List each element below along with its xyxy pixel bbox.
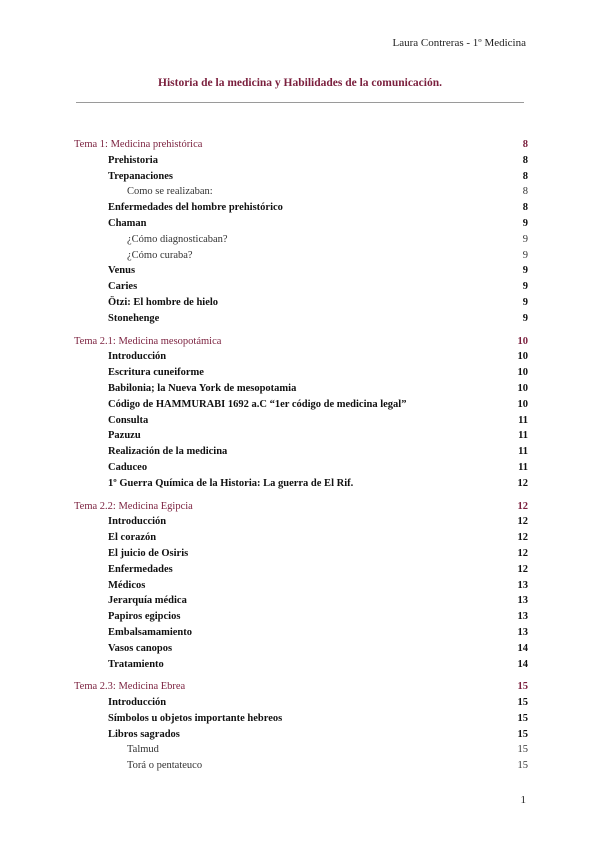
toc-section-entry[interactable] [74,625,528,641]
toc-entry-page: 9 [522,233,528,245]
toc-entry-title: Símbolos u objetos importante hebreos [108,712,283,724]
toc-entry-page: 10 [517,351,528,363]
toc-entry-page: 11 [518,446,528,458]
toc-entry-page: 12 [517,547,528,559]
toc-entry-title: Torá o pentateuco [127,760,203,772]
toc-entry-page: 9 [522,249,528,261]
toc-entry-page: 15 [517,760,528,772]
toc-entry-title: Babilonia; la Nueva York de mesopotamia [108,382,297,394]
toc-entry-page: 13 [517,595,528,607]
toc-entry-title: Tema 1: Medicina prehistórica [74,139,203,150]
toc-entry-title: Escritura cuneiforme [108,367,204,379]
toc-entry-title: Tratamiento [108,658,164,670]
toc-entry-title: Médicos [108,579,146,591]
toc-entry-page: 15 [517,728,528,740]
toc-entry-page: 9 [522,217,528,229]
toc-section-entry[interactable] [74,311,528,327]
toc-subsection-entry[interactable] [74,758,528,774]
toc-chapter-entry[interactable] [74,679,528,695]
toc-entry-page: 8 [522,154,528,166]
toc-entry-page: 9 [522,281,528,293]
toc-entry-title: Venus [108,265,136,277]
toc-entry-title: Pazuzu [108,430,141,442]
toc-section-entry[interactable] [74,695,528,711]
toc-entry-page: 10 [517,335,528,347]
title-divider [76,102,524,103]
toc-entry-page: 12 [517,477,528,489]
toc-entry-page: 15 [517,744,528,756]
toc-entry-page: 8 [522,202,528,214]
toc-entry-page: 15 [517,712,528,724]
toc-entry-page: 8 [522,139,528,150]
toc-section-entry[interactable] [74,609,528,625]
toc-section-entry[interactable] [74,200,528,216]
toc-chapter-entry[interactable] [74,137,528,153]
toc-entry-title: Vasos canopos [108,642,173,654]
toc-entry-page: 9 [522,265,528,277]
toc-entry-page: 10 [517,398,528,410]
toc-entry-title: Código de HAMMURABI 1692 a.C “1er código de medicina legal” [108,398,407,410]
toc-subsection-entry[interactable] [74,232,528,248]
toc-entry-title: ¿Cómo curaba? [127,249,193,261]
toc-entry-title: Consulta [108,414,149,426]
toc-entry-page: 12 [517,532,528,544]
toc-section-entry[interactable] [74,263,528,279]
toc-subsection-entry[interactable] [74,248,528,264]
page-header: Laura Contreras - 1º Medicina [392,37,526,49]
toc-entry-title: Tema 2.2: Medicina Egipcia [74,500,193,512]
toc-entry-title: Prehistoria [108,154,158,166]
toc-chapter-entry[interactable] [74,334,528,350]
page-number: 1 [520,794,526,806]
toc-entry-title: Tema 2.1: Medicina mesopotámica [74,335,222,347]
toc-entry-page: 11 [518,414,528,426]
toc-entry-title: Caduceo [108,461,148,473]
toc-section-entry[interactable] [74,476,528,492]
toc-entry-title: Tema 2.3: Medicina Ebrea [74,681,186,693]
toc-section-entry[interactable] [74,562,528,578]
toc-section-entry[interactable] [74,279,528,295]
toc-subsection-entry[interactable] [74,184,528,200]
toc-entry-page: 10 [517,382,528,394]
toc-section-entry[interactable] [74,711,528,727]
toc-entry-title: ¿Cómo diagnosticaban? [127,233,228,245]
toc-entry-page: 9 [522,296,528,308]
toc-section-entry[interactable] [74,578,528,594]
toc-entry-title: Ötzi: El hombre de hielo [108,296,219,308]
toc-entry-title: Trepanaciones [108,170,173,182]
toc-entry-page: 9 [522,312,528,324]
toc-chapter-entry[interactable] [74,499,528,515]
toc-entry-page: 12 [517,516,528,528]
toc-entry-page: 14 [517,642,528,654]
toc-section-entry[interactable] [74,727,528,743]
toc-entry-title: Papiros egipcios [108,611,181,623]
toc-entry-title: Stonehenge [108,312,160,324]
toc-entry-title: Embalsamamiento [108,626,192,638]
toc-entry-page: 12 [517,500,528,512]
toc-entry-page: 11 [518,461,528,473]
toc-section-entry[interactable] [74,530,528,546]
toc-section-entry[interactable] [74,349,528,365]
document-title: Historia de la medicina y Habilidades de la comunicación. [158,77,442,89]
toc-section-entry[interactable] [74,546,528,562]
toc-section-entry[interactable] [74,153,528,169]
toc-section-entry[interactable] [74,593,528,609]
toc-entry-title: Enfermedades [108,563,173,575]
toc-entry-page: 15 [517,697,528,709]
toc-entry-title: Realización de la medicina [108,446,228,458]
toc-section-entry[interactable] [74,413,528,429]
toc-entry-page: 11 [518,430,528,442]
toc-section-entry[interactable] [74,365,528,381]
toc-entry-page: 8 [522,170,528,182]
toc-entry-title: Caries [108,281,138,293]
toc-entry-title: Introducción [108,697,167,709]
toc-entry-page: 15 [517,681,528,693]
toc-section-entry[interactable] [74,169,528,185]
toc-section-entry[interactable] [74,428,528,444]
toc-section-entry[interactable] [74,460,528,476]
toc-entry-title: Introducción [108,516,167,528]
toc-entry-title: Talmud [127,744,159,756]
toc-entry-page: 12 [517,563,528,575]
toc-entry-title: Enfermedades del hombre prehistórico [108,202,283,214]
toc-section-entry[interactable] [74,641,528,657]
toc-section-entry[interactable] [74,381,528,397]
toc-section-entry[interactable] [74,444,528,460]
toc-entry-title: 1º Guerra Química de la Historia: La guerra de El Rif. [108,477,354,489]
toc-entry-title: Libros sagrados [108,728,180,740]
toc-section-entry[interactable] [74,295,528,311]
toc-entry-title: Jerarquía médica [108,595,187,607]
toc-entry-page: 14 [517,658,528,670]
toc-entry-page: 13 [517,611,528,623]
table-of-contents [74,137,528,774]
toc-entry-page: 13 [517,626,528,638]
toc-entry-page: 8 [522,186,528,198]
toc-entry-title: El juicio de Osiris [108,547,189,559]
toc-entry-title: Como se realizaban: [127,186,213,198]
toc-entry-page: 10 [517,367,528,379]
toc-section-entry[interactable] [74,397,528,413]
toc-subsection-entry[interactable] [74,742,528,758]
toc-entry-title: El corazón [108,532,157,544]
toc-entry-title: Chaman [108,217,147,229]
toc-section-entry[interactable] [74,657,528,673]
toc-entry-page: 13 [517,579,528,591]
toc-entry-title: Introducción [108,351,167,363]
toc-section-entry[interactable] [74,514,528,530]
toc-section-entry[interactable] [74,216,528,232]
